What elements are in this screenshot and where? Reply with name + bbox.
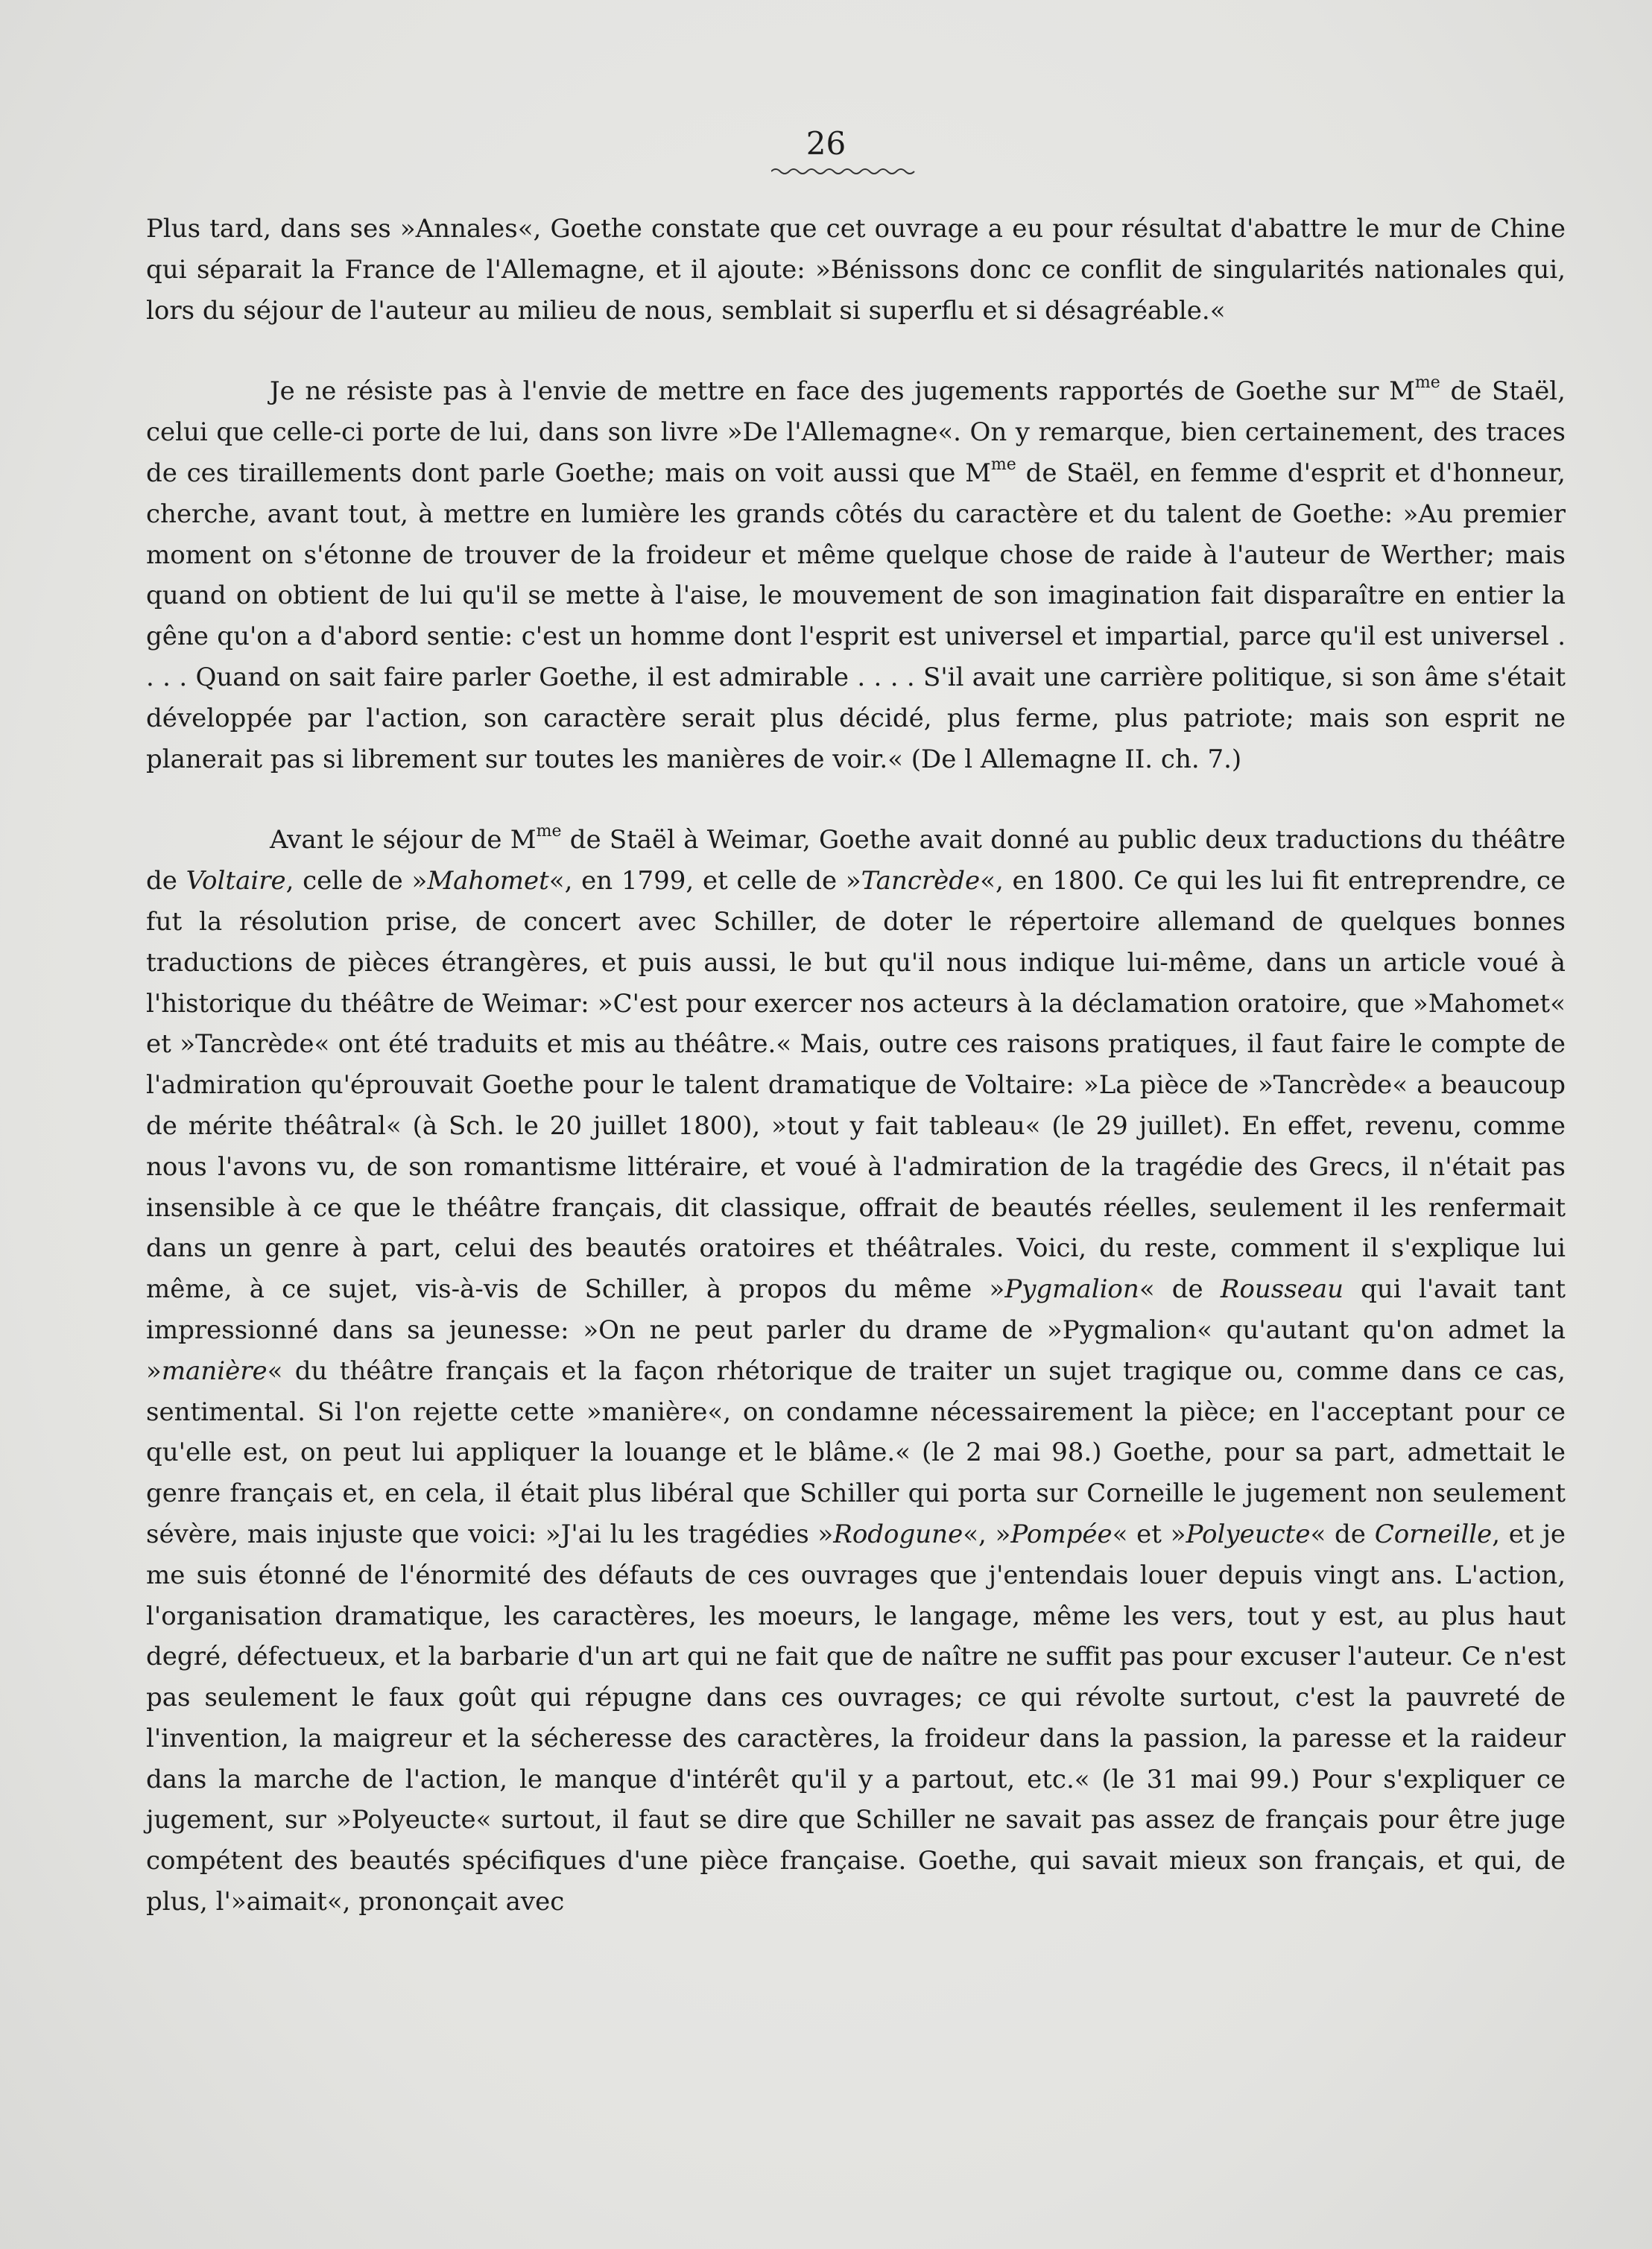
text-run: « de	[1139, 1274, 1221, 1305]
text-run: Avant le séjour de M	[270, 825, 537, 855]
page-number: 26	[806, 125, 846, 162]
text-run: « du théâtre français et la façon rhétorique de traiter un sujet tragique ou, comme dans ce cas, sentimental. Si l'on rejette cette »manière«, on condamne nécessairement la pièce; en l'acceptant pour ce qu'elle est, on peut lui appliquer la louange et le blâme.« (le 2 mai 98.) Goethe, pour sa part, admettait le genre français et, en cela, il était plus libéral que Schiller qui porta sur Corneille le jugement non seulement sévère, mais injuste que voici: »J'ai lu les tragédies »	[146, 1356, 1566, 1549]
body-text	[146, 209, 1566, 1923]
italic-mahomet: Mahomet	[427, 866, 549, 896]
italic-corneille: Corneille	[1374, 1519, 1493, 1549]
text-run: de Staël, en femme d'esprit et d'honneur, cherche, avant tout, à mettre en lumière les grands côtés du caractère et du talent de Goethe: »Au premier moment on s'étonne de trouver de la froideur et même quelque chose de raide à l'auteur de Werther; mais quand on obtient de lui qu'il se mette à l'aise, le mouvement de son imagination fait disparaître en entier la gêne qu'on a d'abord sentie: c'est un homme dont l'esprit est universel et impartial, parce qu'il est universel . . . . Quand on sait faire parler Goethe, il est admirable . . . . S'il avait une carrière politique, si son âme s'était développée par l'action, son caractère serait plus décidé, plus ferme, plus patriote; mais son esprit ne planerait pas si librement sur toutes les manières de voir.« (De l Allemagne II. ch. 7.)	[146, 458, 1566, 774]
italic-pompee: Pompée	[1010, 1519, 1113, 1549]
paragraph-annales: Plus tard, dans ses »Annales«, Goethe constate que cet ouvrage a eu pour résultat d'abattre le mur de Chine qui séparait la France de l'Allemagne, et il ajoute: »Bénissons donc ce conflit de singularités nationales qui, lors du séjour de l'auteur au milieu de nous, semblait si superflu et si désagréable.«	[146, 214, 1566, 326]
superscript-me: me	[990, 455, 1016, 474]
text-run: «, en 1800. Ce qui les lui fit entreprendre, ce fut la résolution prise, de concert avec Schiller, de doter le répertoire allemand de quelques bonnes traductions de pièces étrangères, et puis aussi, le but qu'il nous indique lui-même, dans un article voué à l'historique du théâtre de Weimar: »C'est pour exercer nos acteurs à la déclamation oratoire, que »Mahomet« et »Tancrède« ont été traduits et mis au théâtre.« Mais, outre ces raisons pratiques, il faut faire le compte de l'admiration qu'éprouvait Goethe pour le talent dramatique de Voltaire: »La pièce de »Tancrède« a beaucoup de mérite théâtral« (à Sch. le 20 juillet 1800), »tout y fait tableau« (le 29 juillet). En effet, revenu, comme nous l'avons vu, de son romantisme littéraire, et voué à l'admiration de la tragédie des Grecs, il n'était pas insensible à ce que le théâtre français, dit classique, offrait de beautés réelles, seulement il les renfermait dans un genre à part, celui des beautés oratoires et théâtrales. Voici, du reste, comment il s'explique lui même, à ce sujet, vis-à-vis de Schiller, à propos du même »	[146, 866, 1566, 1305]
text-run: «, »	[963, 1519, 1011, 1549]
italic-polyeucte: Polyeucte	[1186, 1519, 1311, 1549]
italic-maniere: manière	[161, 1356, 268, 1386]
text-run: Je ne résiste pas à l'envie de mettre en face des jugements rapportés de Goethe sur M	[270, 376, 1415, 407]
text-run: « de	[1310, 1519, 1375, 1549]
italic-rousseau: Rousseau	[1220, 1274, 1344, 1305]
paragraph-translations	[146, 820, 1566, 1923]
italic-rodogune: Rodogune	[833, 1519, 963, 1549]
text-run: de Staël à Weimar, Goethe avait donné au public deux traductions du théâtre de	[146, 825, 1566, 896]
text-run: , celle de »	[285, 866, 428, 896]
paragraph-stael-judgment	[146, 371, 1566, 779]
text-run: qui l'avait tant impressionné dans sa jeunesse: »On ne peut parler du drame de »Pygmalion« qu'autant qu'on admet la »	[146, 1274, 1566, 1386]
wavy-rule-ornament	[771, 165, 920, 177]
italic-voltaire: Voltaire	[186, 866, 286, 896]
italic-tancrede: Tancrède	[861, 866, 981, 896]
text-run: , et je me suis étonné de l'énormité des défauts de ces ouvrages que j'entendais louer depuis vingt ans. L'action, l'organisation dramatique, les caractères, les moeurs, le langage, même les vers, tout y est, au plus haut degré, défectueux, et la barbarie d'un art qui ne fait que de naître ne suffit pas pour excuser l'auteur. Ce n'est pas seulement le faux goût qui répugne dans ces ouvrages; ce qui révolte surtout, c'est la pauvreté de l'invention, la maigreur et la sécheresse des caractères, la froideur dans la passion, la paresse et la raideur dans la marche de l'action, le manque d'intérêt qu'il y a partout, etc.« (le 31 mai 99.) Pour s'expliquer ce jugement, sur »Polyeucte« surtout, il faut se dire que Schiller ne savait pas assez de français pour être juge compétent des beautés spécifiques d'une pièce française. Goethe, qui savait mieux son français, et qui, de plus, l'»aimait«, prononçait avec	[146, 1519, 1566, 1917]
superscript-me: me	[536, 822, 562, 841]
text-run: « et »	[1112, 1519, 1186, 1549]
superscript-me: me	[1414, 373, 1440, 393]
text-run: «, en 1799, et celle de »	[548, 866, 861, 896]
italic-pygmalion: Pygmalion	[1004, 1274, 1139, 1305]
text-run: de Staël, celui que celle-ci porte de lui, dans son livre »De l'Allemagne«. On y remarque, bien certainement, des traces de ces tiraillements dont parle Goethe; mais on voit aussi que M	[146, 376, 1566, 488]
